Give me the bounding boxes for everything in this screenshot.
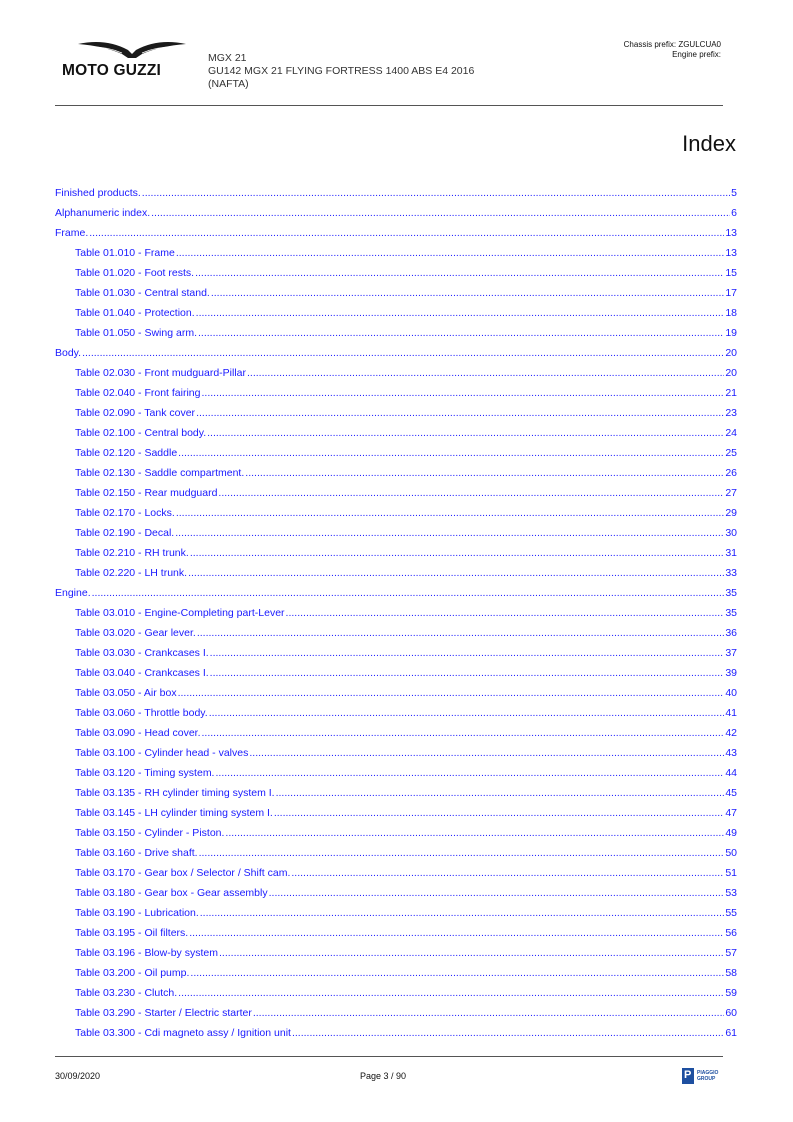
eagle-icon xyxy=(76,40,188,62)
index-entry-page[interactable]: 6 xyxy=(731,207,737,219)
index-entry-page[interactable]: 44 xyxy=(725,767,737,779)
dot-leader xyxy=(175,523,724,543)
index-entry-label[interactable]: Body. xyxy=(55,347,82,359)
index-entry[interactable] xyxy=(55,763,737,783)
moto-guzzi-logo xyxy=(62,40,202,82)
index-entry[interactable] xyxy=(55,1003,737,1023)
index-entry-label[interactable]: Finished products. xyxy=(55,187,141,199)
index-entry[interactable] xyxy=(55,303,737,323)
index-entry-label[interactable]: Table 03.060 - Throttle body. xyxy=(75,707,208,719)
page-number: Page 3 / 90 xyxy=(360,1071,407,1081)
index-entry[interactable] xyxy=(55,203,737,223)
index-entry-page[interactable]: 57 xyxy=(725,947,737,959)
index-entry[interactable] xyxy=(55,563,737,583)
group-line1: PIAGGIO xyxy=(697,1070,719,1076)
index-entry[interactable] xyxy=(55,623,737,643)
index-entry-label[interactable]: Alphanumeric index. xyxy=(55,207,151,219)
dot-leader xyxy=(196,303,725,323)
index-entry[interactable] xyxy=(55,463,737,483)
index-entry-label[interactable]: Table 03.090 - Head cover. xyxy=(75,727,201,739)
index-entry[interactable] xyxy=(55,823,737,843)
index-entry[interactable] xyxy=(55,243,737,263)
index-entry-page[interactable]: 21 xyxy=(725,387,737,399)
index-entry[interactable] xyxy=(55,383,737,403)
dot-leader xyxy=(176,243,725,263)
dot-leader xyxy=(210,643,725,663)
index-entry[interactable] xyxy=(55,523,737,543)
index-entry-page[interactable]: 15 xyxy=(725,267,737,279)
dot-leader xyxy=(274,803,724,823)
footer-divider xyxy=(55,1056,723,1057)
index-entry[interactable] xyxy=(55,483,737,503)
index-entry[interactable] xyxy=(55,603,737,623)
index-entry-label[interactable]: Table 01.030 - Central stand. xyxy=(75,287,210,299)
index-entry-label[interactable]: Table 03.040 - Crankcases I. xyxy=(75,667,209,679)
index-entry-label[interactable]: Table 02.190 - Decal. xyxy=(75,527,175,539)
index-entry-page[interactable]: 20 xyxy=(725,367,737,379)
index-entry[interactable] xyxy=(55,803,737,823)
index-entry-page[interactable]: 40 xyxy=(725,687,737,699)
piaggio-group-logo xyxy=(682,1068,726,1086)
index-entry-label[interactable]: Table 01.020 - Foot rests. xyxy=(75,267,195,279)
index-entry-label[interactable]: Table 02.170 - Locks. xyxy=(75,507,175,519)
index-entry-label[interactable]: Table 03.290 - Starter / Electric starter xyxy=(75,1007,252,1019)
dot-leader xyxy=(210,663,725,683)
index-entry-label[interactable]: Table 02.040 - Front fairing xyxy=(75,387,201,399)
index-entry[interactable] xyxy=(55,663,737,683)
index-entry[interactable] xyxy=(55,743,737,763)
index-entry[interactable] xyxy=(55,683,737,703)
index-entry[interactable] xyxy=(55,343,737,363)
index-entry-page[interactable]: 23 xyxy=(725,407,737,419)
index-entry[interactable] xyxy=(55,403,737,423)
index-entry[interactable] xyxy=(55,703,737,723)
dot-leader xyxy=(215,763,724,783)
index-entry[interactable] xyxy=(55,903,737,923)
index-entry-label[interactable]: Table 02.030 - Front mudguard-Pillar xyxy=(75,367,247,379)
index-entry-label[interactable]: Table 02.090 - Tank cover xyxy=(75,407,196,419)
index-entry-page[interactable]: 35 xyxy=(725,587,737,599)
index-entry-label[interactable]: Table 03.196 - Blow-by system xyxy=(75,947,218,959)
dot-leader xyxy=(195,263,724,283)
dot-leader xyxy=(202,723,725,743)
engine-prefix: Engine prefix: xyxy=(672,50,721,59)
index-entry[interactable] xyxy=(55,923,737,943)
index-entry-page[interactable]: 5 xyxy=(731,187,737,199)
page-title: Index xyxy=(682,131,736,156)
dot-leader xyxy=(176,503,725,523)
index-entry[interactable] xyxy=(55,883,737,903)
index-entry-label[interactable]: Table 03.120 - Timing system. xyxy=(75,767,215,779)
dot-leader xyxy=(209,703,725,723)
dot-leader xyxy=(200,903,725,923)
dot-leader xyxy=(249,743,724,763)
index-entry-page[interactable]: 49 xyxy=(725,827,737,839)
index-entry-page[interactable]: 51 xyxy=(725,867,737,879)
index-entry-label[interactable]: Engine. xyxy=(55,587,91,599)
index-entry-page[interactable]: 13 xyxy=(725,227,737,239)
index-list xyxy=(55,183,737,1043)
dot-leader xyxy=(199,843,725,863)
dot-leader xyxy=(190,543,725,563)
index-entry-page[interactable]: 59 xyxy=(725,987,737,999)
index-entry-label[interactable]: Frame. xyxy=(55,227,89,239)
dot-leader xyxy=(178,683,725,703)
index-entry[interactable] xyxy=(55,423,737,443)
index-entry-label[interactable]: Table 03.050 - Air box xyxy=(75,687,177,699)
index-entry-page[interactable]: 42 xyxy=(725,727,737,739)
index-entry-page[interactable]: 26 xyxy=(725,467,737,479)
index-entry-page[interactable]: 58 xyxy=(725,967,737,979)
index-entry[interactable] xyxy=(55,863,737,883)
index-entry-page[interactable]: 60 xyxy=(725,1007,737,1019)
dot-leader xyxy=(211,283,724,303)
index-entry[interactable] xyxy=(55,503,737,523)
index-entry-page[interactable]: 41 xyxy=(725,707,737,719)
index-entry[interactable] xyxy=(55,363,737,383)
index-entry-label[interactable]: Table 01.010 - Frame xyxy=(75,247,175,259)
index-entry[interactable] xyxy=(55,643,737,663)
index-entry-page[interactable]: 45 xyxy=(725,787,737,799)
index-entry-label[interactable]: Table 01.050 - Swing arm. xyxy=(75,327,197,339)
dot-leader xyxy=(142,183,730,203)
index-entry[interactable] xyxy=(55,323,737,343)
index-entry[interactable] xyxy=(55,783,737,803)
index-entry-label[interactable]: Table 03.200 - Oil pump. xyxy=(75,967,190,979)
index-entry-label[interactable]: Table 03.195 - Oil filters. xyxy=(75,927,189,939)
index-entry-label[interactable]: Table 03.300 - Cdi magneto assy / Ignition unit xyxy=(75,1027,291,1039)
dot-leader xyxy=(196,403,724,423)
dot-leader xyxy=(225,823,724,843)
index-entry-label[interactable]: Table 01.040 - Protection. xyxy=(75,307,195,319)
index-entry-page[interactable]: 55 xyxy=(725,907,737,919)
model-description: GU142 MGX 21 FLYING FORTRESS 1400 ABS E4 2016 xyxy=(208,65,475,77)
dot-leader xyxy=(276,783,725,803)
dot-leader xyxy=(292,1023,724,1043)
index-entry-label[interactable]: Table 03.145 - LH cylinder timing system I. xyxy=(75,807,273,819)
footer-date: 30/09/2020 xyxy=(55,1071,101,1081)
index-entry[interactable] xyxy=(55,543,737,563)
index-entry-label[interactable]: Table 02.210 - RH trunk. xyxy=(75,547,189,559)
dot-leader xyxy=(218,483,724,503)
model-info xyxy=(208,52,474,91)
header-divider xyxy=(55,105,723,106)
index-entry-page[interactable]: 53 xyxy=(725,887,737,899)
dot-leader xyxy=(190,963,724,983)
index-entry-label[interactable]: Table 02.120 - Saddle xyxy=(75,447,178,459)
index-entry-label[interactable]: Table 03.160 - Drive shaft. xyxy=(75,847,198,859)
index-entry[interactable] xyxy=(55,983,737,1003)
index-entry-page[interactable]: 13 xyxy=(725,247,737,259)
index-entry-page[interactable]: 31 xyxy=(725,547,737,559)
dot-leader xyxy=(219,943,724,963)
dot-leader xyxy=(247,363,724,383)
index-entry-label[interactable]: Table 03.150 - Cylinder - Piston. xyxy=(75,827,225,839)
index-entry-page[interactable]: 61 xyxy=(725,1027,737,1039)
dot-leader xyxy=(89,223,724,243)
dot-leader xyxy=(197,623,724,643)
index-entry[interactable] xyxy=(55,1023,737,1043)
dot-leader xyxy=(202,383,725,403)
index-entry[interactable] xyxy=(55,583,737,603)
index-entry-label[interactable]: Table 03.170 - Gear box / Selector / Shift cam. xyxy=(75,867,291,879)
index-entry-page[interactable]: 50 xyxy=(725,847,737,859)
index-entry-page[interactable]: 24 xyxy=(725,427,737,439)
model-market: (NAFTA) xyxy=(208,78,249,90)
index-entry-page[interactable]: 25 xyxy=(725,447,737,459)
index-entry-page[interactable]: 56 xyxy=(725,927,737,939)
index-entry[interactable] xyxy=(55,183,737,203)
group-line2: GROUP xyxy=(697,1076,716,1082)
index-entry-label[interactable]: Table 02.150 - Rear mudguard xyxy=(75,487,218,499)
index-entry[interactable] xyxy=(55,283,737,303)
index-entry[interactable] xyxy=(55,223,737,243)
dot-leader xyxy=(178,983,724,1003)
index-entry-page[interactable]: 36 xyxy=(725,627,737,639)
index-entry-label[interactable]: Table 03.190 - Lubrication. xyxy=(75,907,199,919)
index-entry[interactable] xyxy=(55,963,737,983)
dot-leader xyxy=(92,583,725,603)
model-name: MGX 21 xyxy=(208,52,247,64)
index-entry-page[interactable]: 35 xyxy=(725,607,737,619)
dot-leader xyxy=(245,463,724,483)
index-entry-label[interactable]: Table 03.230 - Clutch. xyxy=(75,987,178,999)
prefix-info xyxy=(624,40,721,60)
index-entry[interactable] xyxy=(55,843,737,863)
dot-leader xyxy=(178,443,724,463)
chassis-prefix: Chassis prefix: ZGULCUA0 xyxy=(623,40,721,49)
index-entry-page[interactable]: 33 xyxy=(725,567,737,579)
index-entry-page[interactable]: 39 xyxy=(725,667,737,679)
index-entry-label[interactable]: Table 02.220 - LH trunk. xyxy=(75,567,188,579)
index-entry-label[interactable]: Table 02.100 - Central body. xyxy=(75,427,207,439)
index-entry-label[interactable]: Table 03.180 - Gear box - Gear assembly xyxy=(75,887,268,899)
dot-leader xyxy=(188,563,724,583)
dot-leader xyxy=(291,863,724,883)
dot-leader xyxy=(151,203,730,223)
index-entry-page[interactable]: 19 xyxy=(725,327,737,339)
index-entry-page[interactable]: 47 xyxy=(725,807,737,819)
piaggio-icon xyxy=(682,1068,694,1084)
index-entry-label[interactable]: Table 03.135 - RH cylinder timing system I. xyxy=(75,787,275,799)
index-entry-page[interactable]: 30 xyxy=(725,527,737,539)
index-entry-page[interactable]: 27 xyxy=(725,487,737,499)
index-entry[interactable] xyxy=(55,943,737,963)
index-entry-label[interactable]: Table 03.030 - Crankcases I. xyxy=(75,647,209,659)
index-entry-page[interactable]: 37 xyxy=(725,647,737,659)
brand-name: MOTO GUZZI xyxy=(62,62,162,79)
index-entry-label[interactable]: Table 03.100 - Cylinder head - valves xyxy=(75,747,249,759)
dot-leader xyxy=(189,923,724,943)
index-entry-label[interactable]: Table 03.010 - Engine-Completing part-Lever xyxy=(75,607,285,619)
index-entry[interactable] xyxy=(55,263,737,283)
index-entry-page[interactable]: 20 xyxy=(725,347,737,359)
index-entry[interactable] xyxy=(55,443,737,463)
index-entry-label[interactable]: Table 02.130 - Saddle compartment. xyxy=(75,467,245,479)
dot-leader xyxy=(198,323,724,343)
dot-leader xyxy=(269,883,725,903)
index-entry-label[interactable]: Table 03.020 - Gear lever. xyxy=(75,627,196,639)
dot-leader xyxy=(207,423,724,443)
index-entry-page[interactable]: 18 xyxy=(725,307,737,319)
index-entry[interactable] xyxy=(55,723,737,743)
index-entry-page[interactable]: 17 xyxy=(725,287,737,299)
dot-leader xyxy=(286,603,725,623)
dot-leader xyxy=(253,1003,724,1023)
dot-leader xyxy=(82,343,724,363)
index-entry-page[interactable]: 29 xyxy=(725,507,737,519)
index-entry-page[interactable]: 43 xyxy=(725,747,737,759)
